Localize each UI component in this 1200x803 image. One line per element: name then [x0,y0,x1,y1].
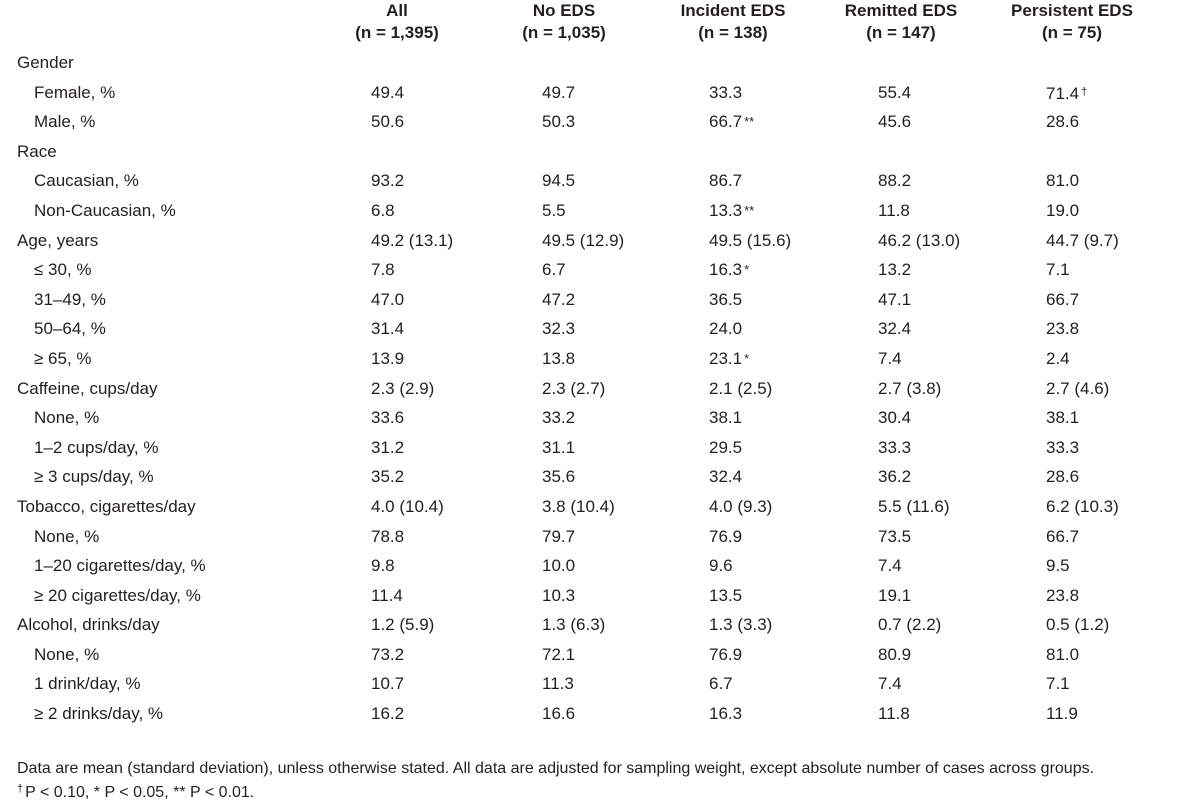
cell-value: 32.3 [542,319,576,339]
table-cell [1046,344,1070,374]
cell-value: 55.4 [878,82,912,102]
table-cell [371,640,404,670]
cell-value: 28.6 [1046,467,1080,487]
table-cell [878,610,941,640]
table-cell [709,314,742,344]
row-label: Non-Caucasian, % [34,200,176,220]
cell-value: 2.7 (3.8) [878,378,942,398]
cell-value: 10.7 [371,674,405,694]
column-n: (n = 138) [698,23,768,42]
row-label: Alcohol, drinks/day [17,615,160,635]
table-cell [542,314,575,344]
cell-value: 36.2 [878,467,912,487]
cell-value: 73.5 [878,526,912,546]
table-cell [1046,581,1079,611]
cell-value: 0.5 (1.2) [1046,615,1110,635]
table-cell [542,581,575,611]
table-cell [371,196,395,226]
table-cell [542,166,575,196]
cell-value: 19.1 [878,585,912,605]
cell-value: 7.1 [1046,674,1070,694]
table-cell [709,669,733,699]
table-cell [371,344,404,374]
table-row-subitem [0,462,1200,492]
table-cell [1046,166,1079,196]
cell-value: 46.2 (13.0) [878,230,961,250]
table-cell [1046,196,1079,226]
cell-value: 30.4 [878,408,912,428]
table-cell [1046,522,1079,552]
cell-value: 0.7 (2.2) [878,615,942,635]
table-cell [542,492,615,522]
footnote-significance: P < 0.10, * P < 0.05, ** P < 0.01. [25,784,255,801]
table-cell [542,610,605,640]
row-label: None, % [34,644,100,664]
significance-mark: * [744,350,750,366]
cell-value: 36.5 [709,289,743,309]
row-label: ≥ 20 cigarettes/day, % [34,585,201,605]
cell-value: 72.1 [542,644,576,664]
cell-value: 33.3 [709,82,743,102]
cell-value: 79.7 [542,526,576,546]
cell-value: 9.8 [371,556,395,576]
table-row-subitem [0,285,1200,315]
table-row-subitem [0,640,1200,670]
cell-value: 7.4 [878,556,902,576]
table-row-subitem [0,581,1200,611]
table-cell [1046,492,1119,522]
table-body [0,48,1200,729]
table-cell [878,581,911,611]
column-header-remitted-eds [816,0,986,44]
cell-value: 71.4 [1046,83,1080,103]
row-label: ≤ 30, % [34,260,92,280]
cell-value: 33.2 [542,408,576,428]
row-label: 1–20 cigarettes/day, % [34,556,206,576]
table-cell [1046,462,1079,492]
table-cell [371,226,453,256]
footnote-line-2 [17,779,1197,803]
table-cell [878,78,911,108]
column-header-persistent-eds [987,0,1157,44]
table-cell [542,255,566,285]
row-label: 1–2 cups/day, % [34,437,159,457]
cell-value: 19.0 [1046,200,1080,220]
table-row-subitem [0,196,1200,226]
table-cell [878,285,911,315]
table-cell [709,522,742,552]
cell-value: 38.1 [1046,408,1080,428]
table-cell [709,403,742,433]
column-n: (n = 75) [1042,23,1102,42]
cell-value: 10.3 [542,585,576,605]
table-cell [709,226,791,256]
table-cell [542,196,566,226]
table-row-subitem [0,699,1200,729]
column-name: All [386,1,408,20]
cell-value: 81.0 [1046,644,1080,664]
table-cell [542,374,605,404]
table-cell [542,107,575,137]
cell-value: 2.3 (2.9) [371,378,435,398]
cell-value: 3.8 (10.4) [542,496,615,516]
table-cell [709,462,742,492]
cell-value: 6.7 [542,260,566,280]
cell-value: 13.8 [542,348,576,368]
table-cell [371,492,444,522]
table-cell [709,492,772,522]
row-label: None, % [34,408,100,428]
cell-value: 11.9 [1046,704,1078,724]
table-cell [709,78,742,108]
cell-value: 16.3 [709,704,743,724]
table-cell [542,226,624,256]
table-footnote [17,758,1197,803]
table-cell [709,344,749,374]
cell-value: 4.0 (9.3) [709,496,773,516]
table-cell [709,166,742,196]
cell-value: 76.9 [709,644,743,664]
cell-value: 2.3 (2.7) [542,378,606,398]
cell-value: 11.4 [371,585,403,605]
table-cell [878,551,902,581]
cell-value: 1.3 (6.3) [542,615,606,635]
row-label: ≥ 3 cups/day, % [34,467,154,487]
column-n: (n = 1,395) [355,23,439,42]
table-cell [371,78,404,108]
table-cell [709,255,749,285]
cell-value: 49.2 (13.1) [371,230,454,250]
table-row-category [0,137,1200,167]
cell-value: 6.7 [709,674,733,694]
table-cell [371,669,404,699]
significance-mark: * [744,262,750,278]
row-label: None, % [34,526,100,546]
table-cell [878,699,910,729]
table-cell [1046,403,1079,433]
row-label: Caffeine, cups/day [17,378,158,398]
table-cell [878,640,911,670]
table-cell [371,462,404,492]
cell-value: 24.0 [709,319,743,339]
cell-value: 2.7 (4.6) [1046,378,1110,398]
table-cell [878,314,911,344]
table-row-category [0,226,1200,256]
table-cell [878,166,911,196]
cell-value: 45.6 [878,112,912,132]
column-name: Persistent EDS [1011,1,1133,20]
column-name: Remitted EDS [844,1,958,20]
table-cell [1046,374,1109,404]
cell-value: 16.6 [542,704,576,724]
cell-value: 6.8 [371,200,395,220]
table-cell [1046,226,1119,256]
table-cell [371,610,434,640]
table-cell [371,581,403,611]
table-cell [371,374,434,404]
cell-value: 9.6 [709,556,733,576]
table-cell [878,255,911,285]
cell-value: 73.2 [371,644,405,664]
cell-value: 44.7 (9.7) [1046,230,1119,250]
table-cell [1046,433,1079,463]
cell-value: 7.4 [878,674,902,694]
cell-value: 13.3 [709,200,743,220]
cell-value: 11.8 [878,704,910,724]
cell-value: 1.3 (3.3) [709,615,773,635]
cell-value: 9.5 [1046,556,1070,576]
cell-value: 1.2 (5.9) [371,615,435,635]
row-label: Tobacco, cigarettes/day [17,496,196,516]
row-label: ≥ 65, % [34,348,92,368]
table-cell [878,669,902,699]
table-cell [878,522,911,552]
table-cell [542,522,575,552]
table-cell [542,699,575,729]
cell-value: 50.3 [542,112,576,132]
cell-value: 5.5 (11.6) [878,496,950,516]
cell-value: 23.8 [1046,585,1080,605]
column-name: Incident EDS [680,1,786,20]
table-cell [878,433,911,463]
cell-value: 16.2 [371,704,405,724]
table-cell [371,107,404,137]
table-cell [542,669,574,699]
table-cell [542,78,575,108]
cell-value: 49.7 [542,82,576,102]
table-cell [371,166,404,196]
cell-value: 32.4 [878,319,912,339]
table-row-subitem [0,314,1200,344]
cell-value: 23.8 [1046,319,1080,339]
cell-value: 23.1 [709,348,743,368]
table-cell [709,581,742,611]
table-cell [542,285,575,315]
significance-mark: ** [744,114,755,130]
dagger-symbol: † [17,783,24,795]
cell-value: 11.3 [542,674,574,694]
table-cell [1046,107,1079,137]
table-cell [709,699,742,729]
table-row-subitem [0,107,1200,137]
table-cell [371,551,395,581]
cell-value: 35.6 [542,467,576,487]
cell-value: 29.5 [709,437,743,457]
column-name: No EDS [532,1,596,20]
table-row-category [0,48,1200,78]
cell-value: 35.2 [371,467,405,487]
table-row-category [0,492,1200,522]
row-label: Female, % [34,82,116,102]
table-cell [709,551,733,581]
table-cell [878,374,941,404]
cell-value: 66.7 [1046,289,1080,309]
cell-value: 66.7 [709,112,743,132]
row-label: 50–64, % [34,319,106,339]
cell-value: 13.9 [371,348,405,368]
table-row-subitem [0,669,1200,699]
table-cell [1046,285,1079,315]
cell-value: 49.4 [371,82,405,102]
table-row-category [0,374,1200,404]
table-cell [542,640,575,670]
table-cell [371,522,404,552]
cell-value: 7.1 [1046,260,1070,280]
table-row-subitem [0,551,1200,581]
footnote-line-1: Data are mean (standard deviation), unless otherwise stated. All data are adjusted for sampling weight, except absolute number of cases across groups. [17,760,1095,777]
cell-value: 86.7 [709,171,743,191]
cell-value: 49.5 (15.6) [709,230,792,250]
table-cell [371,403,404,433]
table-cell [878,462,911,492]
cell-value: 88.2 [878,171,912,191]
table-row-category [0,610,1200,640]
cell-value: 81.0 [1046,171,1080,191]
cell-value: 7.8 [371,260,395,280]
cell-value: 80.9 [878,644,912,664]
significance-mark: † [1081,85,1088,98]
cell-value: 13.2 [878,260,912,280]
table-cell [878,492,950,522]
table-cell [709,374,772,404]
row-label: Race [17,141,57,161]
table-row-subitem [0,344,1200,374]
table-cell [878,107,911,137]
cell-value: 32.4 [709,467,743,487]
column-header-no-eds [479,0,649,44]
cell-value: 10.0 [542,556,576,576]
row-label: 1 drink/day, % [34,674,141,694]
table-cell [709,610,772,640]
table-cell [371,255,395,285]
cell-value: 7.4 [878,348,902,368]
cell-value: 31.1 [542,437,576,457]
table-cell [709,640,742,670]
column-n: (n = 147) [866,23,936,42]
table-row-subitem [0,522,1200,552]
table-row-subitem [0,403,1200,433]
table-cell [1046,699,1078,729]
table-header [0,0,1200,48]
table-cell [878,226,960,256]
cell-value: 94.5 [542,171,576,191]
table-cell [542,433,575,463]
row-label: Caucasian, % [34,171,139,191]
cell-value: 31.2 [371,437,405,457]
table-cell [1046,78,1087,109]
table-cell [371,433,404,463]
cell-value: 76.9 [709,526,743,546]
cell-value: 50.6 [371,112,405,132]
row-label: Male, % [34,112,96,132]
cell-value: 47.2 [542,289,576,309]
table-cell [542,344,575,374]
table-cell [1046,610,1109,640]
column-n: (n = 1,035) [522,23,606,42]
cell-value: 38.1 [709,408,743,428]
table-row-subitem [0,166,1200,196]
cell-value: 16.3 [709,260,743,280]
table-cell [878,403,911,433]
cell-value: 47.1 [878,289,912,309]
cell-value: 11.8 [878,200,910,220]
cell-value: 5.5 [542,200,566,220]
cell-value: 33.6 [371,408,405,428]
table-cell [878,344,902,374]
cell-value: 6.2 (10.3) [1046,496,1119,516]
table-cell [1046,669,1070,699]
table-cell [1046,640,1079,670]
column-header-all [312,0,482,44]
table-cell [542,551,575,581]
table-row-subitem [0,433,1200,463]
row-label: ≥ 2 drinks/day, % [34,704,164,724]
cell-value: 33.3 [1046,437,1080,457]
table-cell [1046,255,1070,285]
table-cell [709,196,754,226]
cell-value: 66.7 [1046,526,1080,546]
table-cell [371,699,404,729]
table-row-subitem [0,78,1200,108]
cell-value: 31.4 [371,319,405,339]
cell-value: 49.5 (12.9) [542,230,625,250]
cell-value: 93.2 [371,171,405,191]
table-cell [1046,551,1070,581]
row-label: Age, years [17,230,99,250]
table-cell [709,433,742,463]
table-cell [878,196,910,226]
table-row-subitem [0,255,1200,285]
cell-value: 4.0 (10.4) [371,496,444,516]
cell-value: 47.0 [371,289,405,309]
table-cell [371,314,404,344]
cell-value: 28.6 [1046,112,1080,132]
table-cell [709,107,754,137]
table-cell [371,285,404,315]
cell-value: 2.1 (2.5) [709,378,773,398]
row-label: 31–49, % [34,289,106,309]
table-cell [1046,314,1079,344]
significance-mark: ** [744,202,755,218]
column-header-incident-eds [648,0,818,44]
table-cell [542,462,575,492]
table-cell [542,403,575,433]
cell-value: 2.4 [1046,348,1070,368]
table-cell [709,285,742,315]
row-label: Gender [17,53,74,72]
cell-value: 13.5 [709,585,743,605]
cell-value: 78.8 [371,526,405,546]
cell-value: 33.3 [878,437,912,457]
